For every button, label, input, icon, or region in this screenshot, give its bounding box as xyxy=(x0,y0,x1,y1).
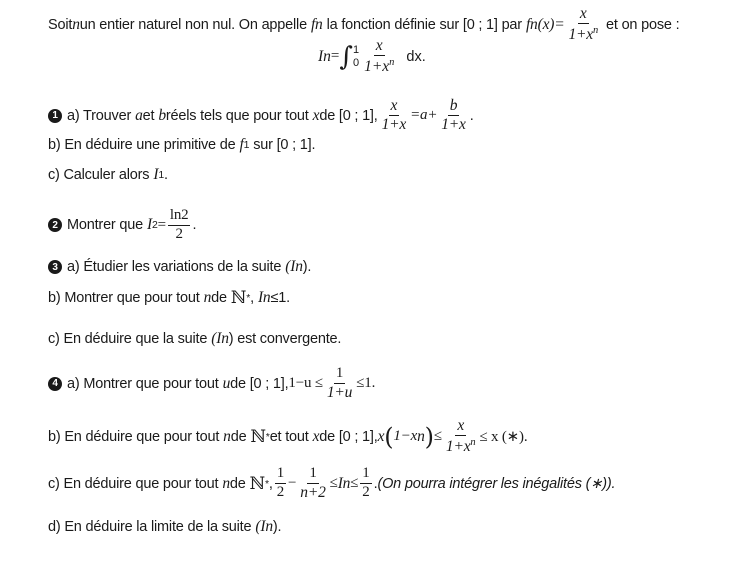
natural-numbers-symbol: ℕ xyxy=(250,426,266,447)
q4-b: b) En déduire que pour tout n de ℕ * et tout x de [0 ; 1], x ( 1−x n ) ≤ $\frac{x}{1+x^n}$ ≤ x (∗). xyxy=(48,417,528,456)
var-f: f xyxy=(525,15,531,33)
fraction: $\frac{b}{1+x}$ xyxy=(441,97,466,134)
q3-c: c) En déduire que la suite (I n ) est convergente. xyxy=(48,330,342,347)
integral-bounds xyxy=(353,44,359,70)
function-arg: (x)= xyxy=(537,15,565,33)
q3-b: b) Montrer que pour tout n de ℕ * , I n ≤1. xyxy=(48,288,290,308)
question-number-badge: 4 xyxy=(48,377,62,391)
intro-text: la fonction définie sur [0 ; 1] par xyxy=(326,16,522,33)
lower-bound: 0 xyxy=(352,56,360,69)
q1-c: c) Calculer alors I 1 . xyxy=(48,166,168,183)
q1-b: b) En déduire une primitive de f 1 sur [0 ; 1]. xyxy=(48,136,316,153)
fraction: $\frac{1}{1+u}$ xyxy=(326,365,353,401)
q4-d: d) En déduire la limite de la suite (I n ). xyxy=(48,518,282,535)
integral-definition: I n = ∫ 1 0 $\frac{x}{1+x^n}$ dx. xyxy=(318,37,426,76)
hint-text: (On pourra intégrer les inégalités (∗)). xyxy=(377,475,616,492)
intro-text: un entier naturel non nul. On appelle xyxy=(79,16,307,33)
var-n: n xyxy=(72,15,80,33)
fraction xyxy=(566,6,600,44)
intro-text: et on pose : xyxy=(606,16,680,33)
q4-c: c) En déduire que pour tout n de ℕ * , $\frac{1}{2}$ − $\frac{1}{n+2}$ ≤ I n ≤ $\frac{1}{2}$ . (On pourra intégrer les inégalités (∗)). xyxy=(48,465,616,501)
var-I: I xyxy=(318,47,324,65)
question-number-badge: 1 xyxy=(48,109,62,123)
subscript: n xyxy=(530,15,538,33)
q2: 2 Montrer que I 2 = $\frac{\ln 2}{2}$ . xyxy=(48,208,196,243)
fraction: $\frac{\ln 2}{2}$ xyxy=(169,207,189,242)
fraction: $\frac{1}{2}$ xyxy=(362,465,370,500)
fraction-denominator: $1+x^n$ xyxy=(568,25,599,44)
dx: dx. xyxy=(406,48,426,65)
question-number-badge: 2 xyxy=(48,218,62,232)
natural-numbers-symbol: ℕ xyxy=(249,473,265,494)
q1-a: 1 a) Trouver a et b réels tels que pour tout x de [0 ; 1], $\frac{x}{1+x}$ =a+ $\frac{b}{1+x}$ . xyxy=(48,98,474,134)
upper-bound: 1 xyxy=(352,43,360,56)
question-number-badge: 3 xyxy=(48,260,62,274)
integrand: $\frac{x}{1+x^n}$ xyxy=(364,37,395,76)
integral-symbol: ∫ xyxy=(339,41,353,72)
subscript: n xyxy=(315,15,323,33)
equals-sign: = xyxy=(330,48,340,65)
natural-numbers-symbol: ℕ xyxy=(230,288,247,308)
var-f: f xyxy=(310,15,316,33)
fraction: $\frac{1}{2}$ xyxy=(276,465,285,500)
fraction: $\frac{x}{1+x}$ xyxy=(381,97,407,134)
q4-a: 4 a) Montrer que pour tout u de [0 ; 1], 1−u ≤ $\frac{1}{1+u}$ ≤1. xyxy=(48,366,375,401)
intro-text: Soit xyxy=(48,16,73,33)
fraction-numerator: x xyxy=(578,6,589,24)
fraction: $\frac{1}{n+2}$ xyxy=(300,465,326,501)
fraction: $\frac{x}{1+x^n}$ xyxy=(445,417,476,456)
q3-a: 3 a) Étudier les variations de la suite (I n ). xyxy=(48,258,311,276)
